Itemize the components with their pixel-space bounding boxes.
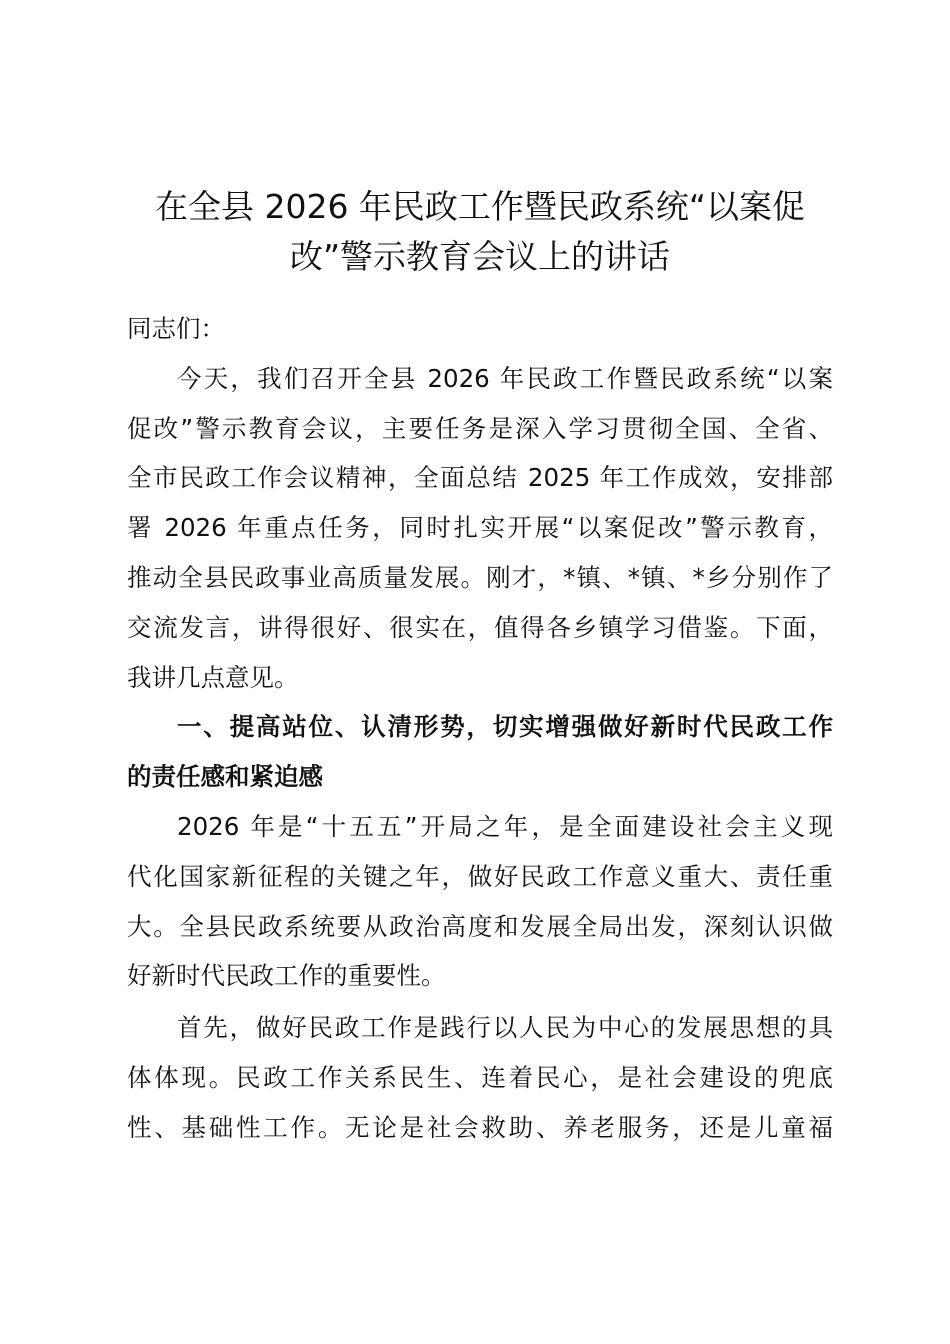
paragraph-intro bbox=[127, 354, 833, 703]
section-heading-1 bbox=[127, 702, 833, 802]
document-title bbox=[110, 182, 850, 282]
title-line-2: 改”警示教育会议上的讲话 bbox=[289, 237, 671, 276]
text-line: 首先，做好民政工作是践行以人民为中心的发展思想的具 bbox=[177, 1013, 833, 1043]
text-line: 好新时代民政工作的重要性。 bbox=[127, 961, 446, 991]
text-line: 2026 年是“十五五”开局之年，是全面建设社会主义现 bbox=[177, 811, 833, 841]
text-line: 代化国家新征程的关键之年，做好民政工作意义重大、责任重 bbox=[127, 861, 833, 891]
title-line-1: 在全县 2026 年民政工作暨民政系统“以案促 bbox=[154, 187, 806, 226]
text-line: 体体现。民政工作关系民生、连着民心，是社会建设的兜底 bbox=[127, 1062, 833, 1092]
text-line: 今天，我们召开全县 2026 年民政工作暨民政系统“以案 bbox=[177, 363, 833, 393]
text-line: 我讲几点意见。 bbox=[127, 662, 299, 692]
text-line: 交流发言，讲得很好、很实在，值得各乡镇学习借鉴。下面， bbox=[127, 612, 833, 642]
document-body bbox=[127, 304, 833, 1153]
text-line: 性、基础性工作。无论是社会救助、养老服务，还是儿童福 bbox=[127, 1112, 833, 1142]
text-line: 促改”警示教育会议，主要任务是深入学习贯彻全国、全省、 bbox=[127, 413, 833, 443]
text-line: 大。全县民政系统要从政治高度和发展全局出发，深刻认识做 bbox=[127, 911, 833, 941]
salutation: 同志们： bbox=[127, 314, 225, 343]
text-line: 全市民政工作会议精神，全面总结 2025 年工作成效，安排部 bbox=[127, 463, 833, 493]
text-line: 署 2026 年重点任务，同时扎实开展“以案促改”警示教育， bbox=[127, 513, 833, 543]
heading-line: 的责任感和紧迫感 bbox=[127, 762, 323, 792]
paragraph-first bbox=[127, 1003, 833, 1152]
text-line: 推动全县民政事业高质量发展。刚才，*镇、*镇、*乡分别作了 bbox=[127, 562, 833, 592]
heading-line: 一、提高站位、认清形势，切实增强做好新时代民政工作 bbox=[177, 712, 833, 742]
paragraph-2026 bbox=[127, 802, 833, 1001]
